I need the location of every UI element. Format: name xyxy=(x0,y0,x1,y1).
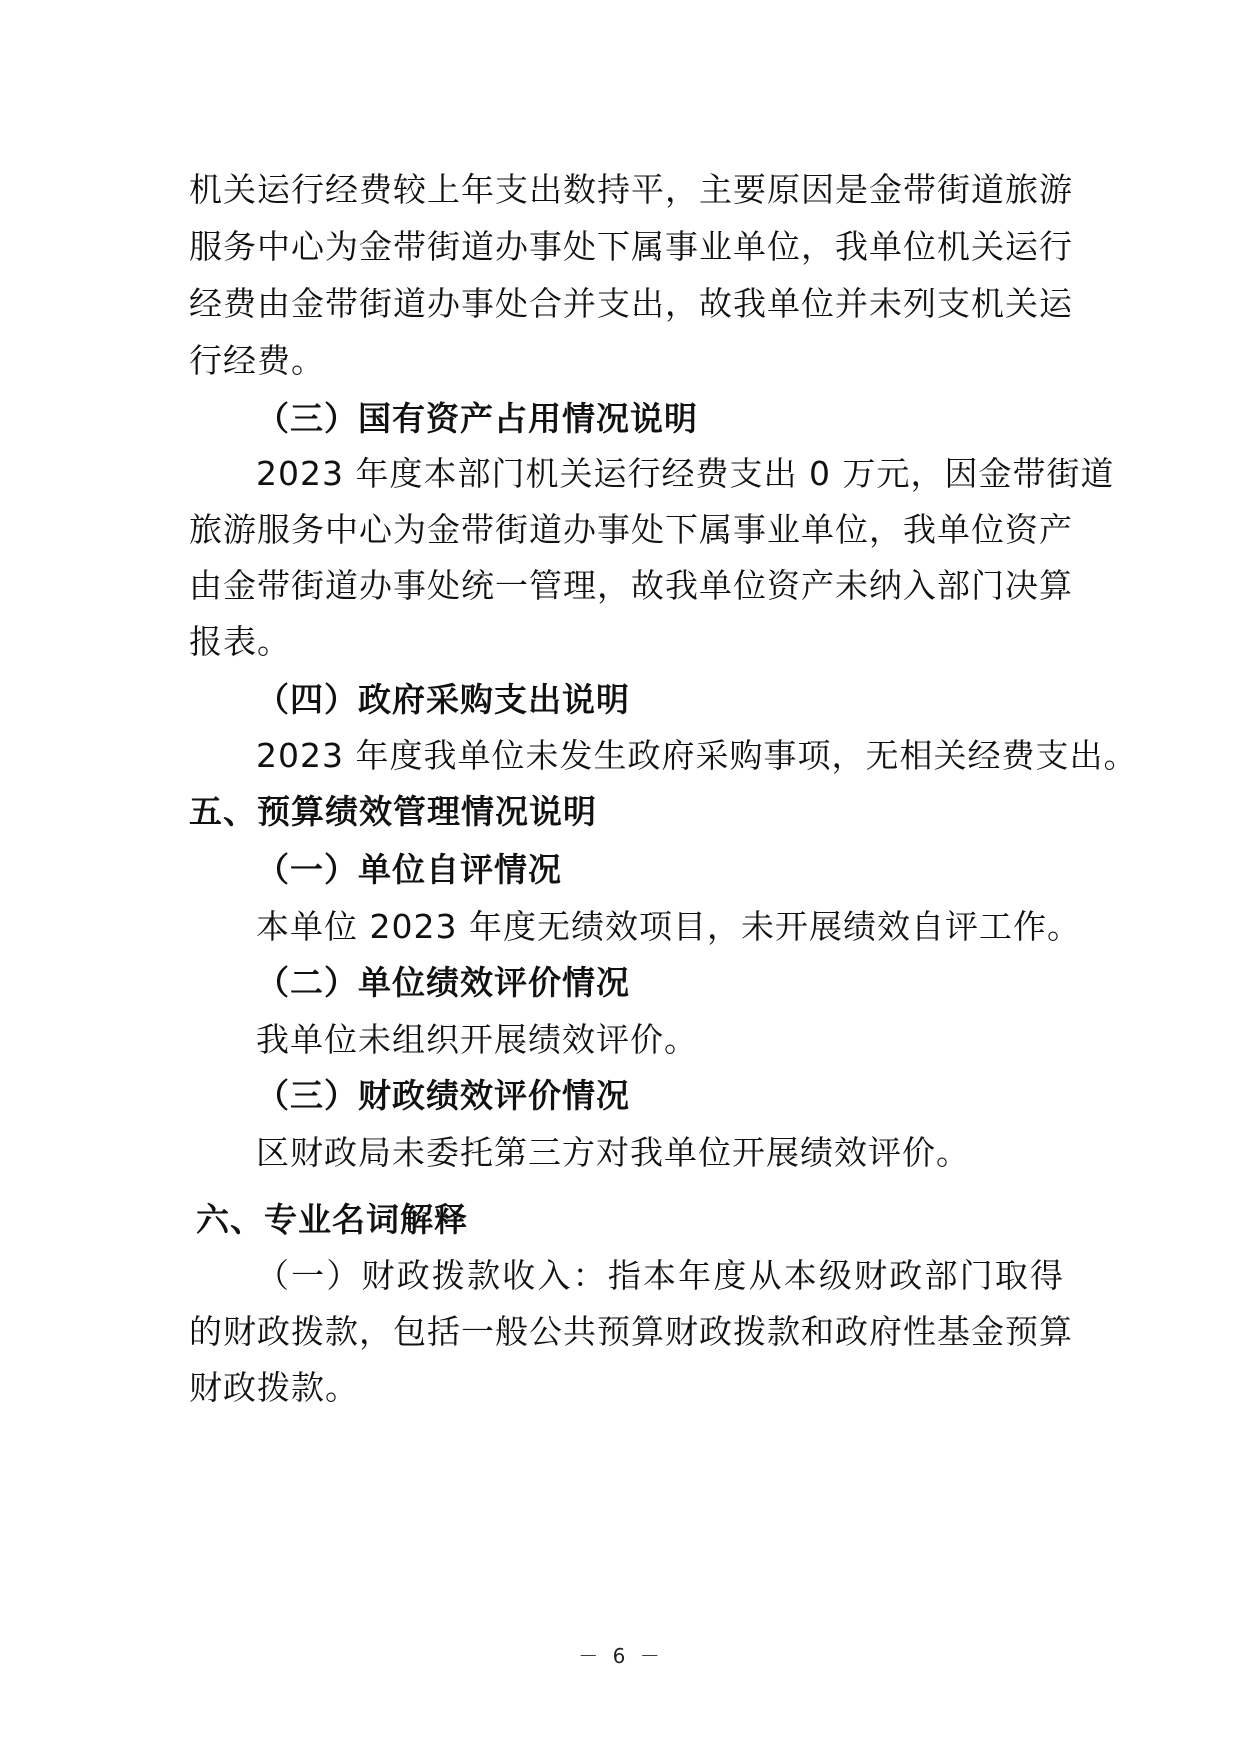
chapter-heading: 六、专业名词解释 xyxy=(196,1200,468,1239)
paragraph-line: 的财政拨款，包括一般公共预算财政拨款和政府性基金预算 xyxy=(189,1312,1073,1351)
paragraph-line: 经费由金带街道办事处合并支出，故我单位并未列支机关运 xyxy=(189,284,1073,323)
paragraph-line: 服务中心为金带街道办事处下属事业单位，我单位机关运行 xyxy=(189,227,1073,266)
paragraph-line: 我单位未组织开展绩效评价。 xyxy=(256,1020,698,1059)
paragraph-line: 区财政局未委托第三方对我单位开展绩效评价。 xyxy=(256,1133,970,1172)
subsection-heading: （三）财政绩效评价情况 xyxy=(256,1076,630,1115)
paragraph-line: 机关运行经费较上年支出数持平，主要原因是金带街道旅游 xyxy=(189,170,1073,209)
paragraph-line: 本单位 2023 年度无绩效项目，未开展绩效自评工作。 xyxy=(256,907,1081,946)
subsection-heading: （二）单位绩效评价情况 xyxy=(256,963,630,1002)
subsection-heading: （一）单位自评情况 xyxy=(256,850,562,889)
paragraph-line: 旅游服务中心为金带街道办事处下属事业单位，我单位资产 xyxy=(189,510,1073,549)
chapter-heading: 五、预算绩效管理情况说明 xyxy=(189,792,597,831)
paragraph-line: 由金带街道办事处统一管理，故我单位资产未纳入部门决算 xyxy=(189,566,1073,605)
paragraph-line: 财政拨款。 xyxy=(189,1368,359,1407)
page-number: － 6 － xyxy=(578,1644,664,1668)
section-heading: （四）政府采购支出说明 xyxy=(256,680,630,719)
paragraph-line: （一）财政拨款收入：指本年度从本级财政部门取得 xyxy=(256,1256,1064,1295)
paragraph-line: 2023 年度我单位未发生政府采购事项，无相关经费支出。 xyxy=(256,736,1138,775)
paragraph-line: 报表。 xyxy=(189,622,291,661)
section-heading: （三）国有资产占用情况说明 xyxy=(256,399,698,438)
paragraph-line: 2023 年度本部门机关运行经费支出 0 万元，因金带街道 xyxy=(256,454,1115,493)
paragraph-line: 行经费。 xyxy=(189,341,325,380)
